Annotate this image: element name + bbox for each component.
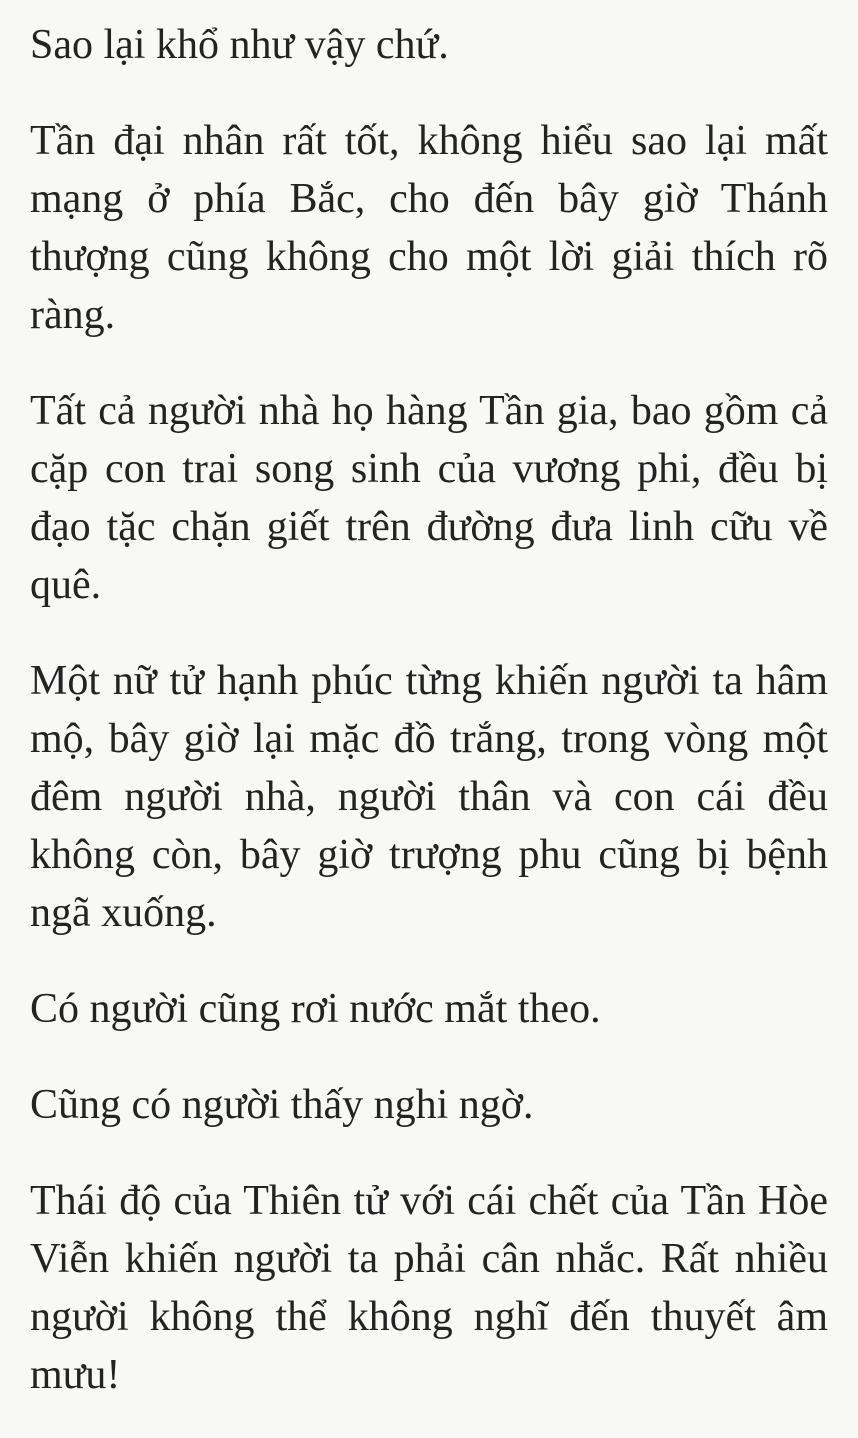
paragraph: Có người cũng rơi nước mắt theo. [30,986,601,1032]
paragraph: Một nữ tử hạnh phúc từng khiến người ta hâm mộ, bây giờ lại mặc đồ trắng, trong vòng một đêm người nhà, người thân và con cái đều không còn, bây giờ trượng phu cũng bị bệnh ngã xuống. [30,658,828,936]
paragraph: Tất cả người nhà họ hàng Tần gia, bao gồm cả cặp con trai song sinh của vương phi, đều bị đạo tặc chặn giết trên đường đưa linh cữu về quê. [30,388,828,608]
paragraph: Tần đại nhân rất tốt, không hiểu sao lại mất mạng ở phía Bắc, cho đến bây giờ Thánh thượng cũng không cho một lời giải thích rõ ràng. [30,118,828,338]
paragraph: Thái độ của Thiên tử với cái chết của Tần Hòe Viễn khiến người ta phải cân nhắc. Rất nhiều người không thể không nghĩ đến thuyết âm mưu! [30,1178,828,1398]
paragraph: Cũng có người thấy nghi ngờ. [30,1082,534,1128]
paragraph: Sao lại khổ như vậy chứ. [30,22,449,68]
